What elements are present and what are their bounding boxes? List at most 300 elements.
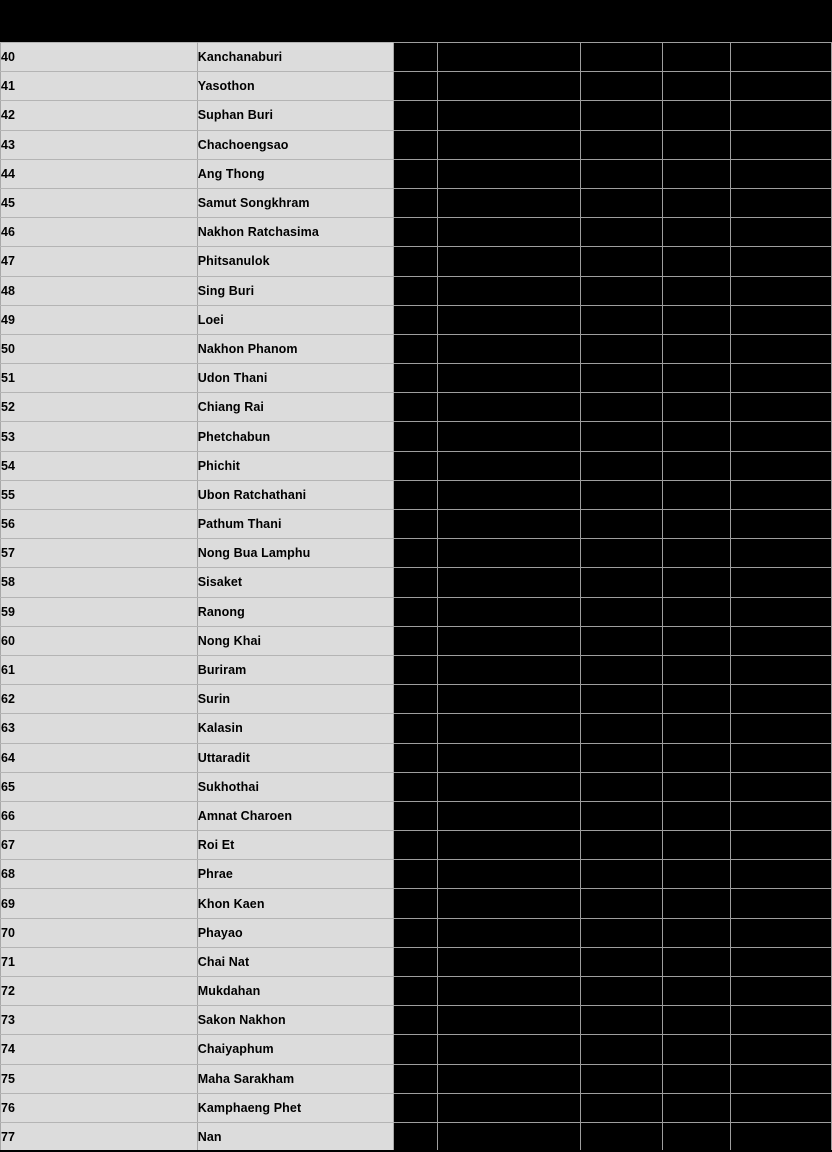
table-row[interactable] xyxy=(1,772,832,801)
cell-data-3 xyxy=(581,218,663,247)
cell-data-5 xyxy=(730,276,831,305)
cell-name: Nan xyxy=(197,1122,394,1151)
cell-rank: 55 xyxy=(1,480,198,509)
cell-name: Uttaradit xyxy=(197,743,394,772)
cell-data-3 xyxy=(581,568,663,597)
table-row[interactable] xyxy=(1,685,832,714)
cell-data-2 xyxy=(437,772,581,801)
cell-data-2 xyxy=(437,218,581,247)
cell-data-5 xyxy=(730,218,831,247)
cell-data-1 xyxy=(394,977,437,1006)
table-row[interactable] xyxy=(1,1122,832,1151)
cell-rank: 59 xyxy=(1,597,198,626)
cell-data-1 xyxy=(394,364,437,393)
cell-rank: 50 xyxy=(1,334,198,363)
cell-data-1 xyxy=(394,1035,437,1064)
cell-data-3 xyxy=(581,72,663,101)
cell-data-3 xyxy=(581,1093,663,1122)
cell-data-1 xyxy=(394,860,437,889)
cell-rank: 48 xyxy=(1,276,198,305)
table-row[interactable] xyxy=(1,72,832,101)
cell-name: Phayao xyxy=(197,918,394,947)
cell-data-2 xyxy=(437,188,581,217)
cell-data-1 xyxy=(394,597,437,626)
cell-data-1 xyxy=(394,43,437,72)
cell-data-3 xyxy=(581,918,663,947)
cell-data-1 xyxy=(394,889,437,918)
cell-data-3 xyxy=(581,422,663,451)
cell-name: Sing Buri xyxy=(197,276,394,305)
cell-data-3 xyxy=(581,1122,663,1151)
cell-data-2 xyxy=(437,510,581,539)
cell-data-1 xyxy=(394,247,437,276)
cell-data-1 xyxy=(394,510,437,539)
cell-name: Amnat Charoen xyxy=(197,801,394,830)
cell-name: Loei xyxy=(197,305,394,334)
cell-data-5 xyxy=(730,772,831,801)
cell-data-1 xyxy=(394,1064,437,1093)
cell-data-3 xyxy=(581,772,663,801)
cell-data-2 xyxy=(437,655,581,684)
cell-data-5 xyxy=(730,539,831,568)
cell-data-4 xyxy=(663,1006,730,1035)
table-row[interactable] xyxy=(1,393,832,422)
cell-data-4 xyxy=(663,159,730,188)
cell-data-5 xyxy=(730,188,831,217)
province-ranking-table xyxy=(0,42,832,1152)
cell-data-5 xyxy=(730,480,831,509)
cell-rank: 65 xyxy=(1,772,198,801)
cell-data-3 xyxy=(581,101,663,130)
cell-data-2 xyxy=(437,422,581,451)
cell-rank: 46 xyxy=(1,218,198,247)
cell-rank: 52 xyxy=(1,393,198,422)
cell-rank: 43 xyxy=(1,130,198,159)
table-row[interactable] xyxy=(1,947,832,976)
cell-data-2 xyxy=(437,539,581,568)
cell-data-4 xyxy=(663,247,730,276)
cell-name: Kamphaeng Phet xyxy=(197,1093,394,1122)
cell-data-1 xyxy=(394,130,437,159)
cell-data-2 xyxy=(437,714,581,743)
cell-data-2 xyxy=(437,451,581,480)
cell-data-1 xyxy=(394,334,437,363)
cell-rank: 56 xyxy=(1,510,198,539)
cell-data-3 xyxy=(581,539,663,568)
table-row[interactable] xyxy=(1,188,832,217)
cell-data-2 xyxy=(437,72,581,101)
cell-data-2 xyxy=(437,860,581,889)
cell-data-1 xyxy=(394,480,437,509)
cell-data-4 xyxy=(663,801,730,830)
cell-data-3 xyxy=(581,393,663,422)
cell-name: Phichit xyxy=(197,451,394,480)
cell-data-3 xyxy=(581,130,663,159)
cell-data-2 xyxy=(437,1093,581,1122)
cell-rank: 61 xyxy=(1,655,198,684)
cell-rank: 69 xyxy=(1,889,198,918)
cell-data-5 xyxy=(730,1122,831,1151)
cell-data-4 xyxy=(663,480,730,509)
cell-data-5 xyxy=(730,451,831,480)
cell-data-1 xyxy=(394,568,437,597)
cell-name: Chachoengsao xyxy=(197,130,394,159)
cell-data-5 xyxy=(730,568,831,597)
table-row[interactable] xyxy=(1,43,832,72)
cell-data-2 xyxy=(437,626,581,655)
cell-rank: 47 xyxy=(1,247,198,276)
cell-data-4 xyxy=(663,889,730,918)
cell-data-3 xyxy=(581,247,663,276)
cell-data-1 xyxy=(394,918,437,947)
cell-name: Samut Songkhram xyxy=(197,188,394,217)
cell-data-4 xyxy=(663,276,730,305)
cell-data-3 xyxy=(581,188,663,217)
cell-data-3 xyxy=(581,626,663,655)
cell-data-1 xyxy=(394,276,437,305)
cell-data-3 xyxy=(581,1064,663,1093)
cell-data-2 xyxy=(437,130,581,159)
cell-data-5 xyxy=(730,743,831,772)
cell-data-2 xyxy=(437,801,581,830)
cell-name: Khon Kaen xyxy=(197,889,394,918)
cell-rank: 62 xyxy=(1,685,198,714)
cell-data-3 xyxy=(581,1035,663,1064)
cell-name: Buriram xyxy=(197,655,394,684)
cell-data-5 xyxy=(730,43,831,72)
cell-data-2 xyxy=(437,276,581,305)
cell-data-4 xyxy=(663,393,730,422)
cell-data-2 xyxy=(437,743,581,772)
cell-data-1 xyxy=(394,188,437,217)
cell-data-4 xyxy=(663,626,730,655)
cell-data-3 xyxy=(581,801,663,830)
cell-data-4 xyxy=(663,743,730,772)
cell-data-5 xyxy=(730,510,831,539)
cell-name: Chiang Rai xyxy=(197,393,394,422)
cell-rank: 68 xyxy=(1,860,198,889)
cell-data-1 xyxy=(394,539,437,568)
cell-rank: 73 xyxy=(1,1006,198,1035)
cell-data-1 xyxy=(394,422,437,451)
cell-data-2 xyxy=(437,685,581,714)
table-row[interactable] xyxy=(1,276,832,305)
cell-data-4 xyxy=(663,334,730,363)
table-row[interactable] xyxy=(1,130,832,159)
cell-data-1 xyxy=(394,714,437,743)
cell-data-1 xyxy=(394,1122,437,1151)
table-row[interactable] xyxy=(1,889,832,918)
cell-data-1 xyxy=(394,801,437,830)
cell-data-4 xyxy=(663,510,730,539)
cell-data-2 xyxy=(437,334,581,363)
cell-data-5 xyxy=(730,130,831,159)
cell-data-5 xyxy=(730,159,831,188)
cell-data-3 xyxy=(581,655,663,684)
cell-data-2 xyxy=(437,831,581,860)
table-row[interactable] xyxy=(1,626,832,655)
cell-data-5 xyxy=(730,655,831,684)
cell-name: Sakon Nakhon xyxy=(197,1006,394,1035)
cell-data-4 xyxy=(663,72,730,101)
cell-data-1 xyxy=(394,685,437,714)
cell-name: Sisaket xyxy=(197,568,394,597)
cell-data-2 xyxy=(437,568,581,597)
cell-name: Nong Khai xyxy=(197,626,394,655)
cell-rank: 54 xyxy=(1,451,198,480)
table-row[interactable] xyxy=(1,1093,832,1122)
cell-name: Ang Thong xyxy=(197,159,394,188)
cell-data-3 xyxy=(581,977,663,1006)
cell-name: Nong Bua Lamphu xyxy=(197,539,394,568)
table-row[interactable] xyxy=(1,801,832,830)
cell-data-1 xyxy=(394,743,437,772)
cell-data-3 xyxy=(581,685,663,714)
cell-data-3 xyxy=(581,889,663,918)
cell-name: Mukdahan xyxy=(197,977,394,1006)
cell-data-1 xyxy=(394,101,437,130)
cell-data-2 xyxy=(437,393,581,422)
cell-data-1 xyxy=(394,305,437,334)
cell-name: Yasothon xyxy=(197,72,394,101)
table-row[interactable] xyxy=(1,597,832,626)
table-row[interactable] xyxy=(1,539,832,568)
cell-rank: 64 xyxy=(1,743,198,772)
table-row[interactable] xyxy=(1,218,832,247)
table-row[interactable] xyxy=(1,480,832,509)
cell-data-2 xyxy=(437,159,581,188)
cell-data-3 xyxy=(581,276,663,305)
cell-data-3 xyxy=(581,364,663,393)
cell-data-3 xyxy=(581,831,663,860)
table-row[interactable] xyxy=(1,918,832,947)
table-row[interactable] xyxy=(1,334,832,363)
cell-data-2 xyxy=(437,889,581,918)
cell-name: Udon Thani xyxy=(197,364,394,393)
cell-name: Phrae xyxy=(197,860,394,889)
cell-data-5 xyxy=(730,860,831,889)
cell-data-3 xyxy=(581,159,663,188)
cell-data-5 xyxy=(730,889,831,918)
table-body xyxy=(1,43,832,1152)
cell-data-3 xyxy=(581,480,663,509)
cell-data-5 xyxy=(730,714,831,743)
cell-data-5 xyxy=(730,626,831,655)
cell-data-1 xyxy=(394,831,437,860)
cell-data-2 xyxy=(437,480,581,509)
cell-name: Nakhon Ratchasima xyxy=(197,218,394,247)
cell-data-1 xyxy=(394,655,437,684)
cell-data-4 xyxy=(663,1093,730,1122)
cell-data-2 xyxy=(437,918,581,947)
table-row[interactable] xyxy=(1,510,832,539)
cell-rank: 40 xyxy=(1,43,198,72)
cell-data-5 xyxy=(730,597,831,626)
cell-rank: 57 xyxy=(1,539,198,568)
cell-data-1 xyxy=(394,218,437,247)
cell-data-5 xyxy=(730,247,831,276)
cell-data-4 xyxy=(663,860,730,889)
table-row[interactable] xyxy=(1,422,832,451)
cell-data-4 xyxy=(663,305,730,334)
cell-data-2 xyxy=(437,1064,581,1093)
cell-rank: 77 xyxy=(1,1122,198,1151)
cell-rank: 67 xyxy=(1,831,198,860)
cell-rank: 76 xyxy=(1,1093,198,1122)
table-row[interactable] xyxy=(1,977,832,1006)
table-row[interactable] xyxy=(1,1064,832,1093)
cell-data-5 xyxy=(730,685,831,714)
cell-data-2 xyxy=(437,364,581,393)
cell-data-3 xyxy=(581,743,663,772)
cell-data-2 xyxy=(437,305,581,334)
cell-data-4 xyxy=(663,1064,730,1093)
cell-data-3 xyxy=(581,334,663,363)
cell-rank: 51 xyxy=(1,364,198,393)
cell-rank: 58 xyxy=(1,568,198,597)
cell-data-5 xyxy=(730,1035,831,1064)
cell-data-4 xyxy=(663,947,730,976)
cell-data-1 xyxy=(394,451,437,480)
cell-name: Phetchabun xyxy=(197,422,394,451)
cell-data-2 xyxy=(437,977,581,1006)
cell-data-3 xyxy=(581,714,663,743)
cell-name: Chai Nat xyxy=(197,947,394,976)
table-row[interactable] xyxy=(1,743,832,772)
cell-data-1 xyxy=(394,626,437,655)
cell-data-4 xyxy=(663,451,730,480)
table-row[interactable] xyxy=(1,364,832,393)
cell-data-3 xyxy=(581,597,663,626)
cell-name: Kalasin xyxy=(197,714,394,743)
cell-name: Maha Sarakham xyxy=(197,1064,394,1093)
cell-data-2 xyxy=(437,597,581,626)
cell-name: Ranong xyxy=(197,597,394,626)
cell-rank: 41 xyxy=(1,72,198,101)
table-row[interactable] xyxy=(1,305,832,334)
cell-data-1 xyxy=(394,772,437,801)
cell-data-3 xyxy=(581,43,663,72)
cell-data-5 xyxy=(730,1093,831,1122)
cell-data-4 xyxy=(663,655,730,684)
cell-data-5 xyxy=(730,1064,831,1093)
cell-data-5 xyxy=(730,364,831,393)
table-row[interactable] xyxy=(1,451,832,480)
cell-data-5 xyxy=(730,72,831,101)
table-row[interactable] xyxy=(1,159,832,188)
cell-name: Phitsanulok xyxy=(197,247,394,276)
cell-rank: 45 xyxy=(1,188,198,217)
cell-name: Surin xyxy=(197,685,394,714)
cell-name: Ubon Ratchathani xyxy=(197,480,394,509)
cell-name: Kanchanaburi xyxy=(197,43,394,72)
cell-data-3 xyxy=(581,305,663,334)
cell-name: Sukhothai xyxy=(197,772,394,801)
cell-data-4 xyxy=(663,918,730,947)
cell-data-1 xyxy=(394,72,437,101)
cell-data-4 xyxy=(663,422,730,451)
cell-name: Suphan Buri xyxy=(197,101,394,130)
table-row[interactable] xyxy=(1,101,832,130)
cell-data-4 xyxy=(663,685,730,714)
cell-data-2 xyxy=(437,1035,581,1064)
cell-data-1 xyxy=(394,1006,437,1035)
cell-data-4 xyxy=(663,977,730,1006)
cell-data-5 xyxy=(730,393,831,422)
cell-data-4 xyxy=(663,101,730,130)
table-row[interactable] xyxy=(1,714,832,743)
cell-data-4 xyxy=(663,597,730,626)
table-row[interactable] xyxy=(1,831,832,860)
cell-rank: 72 xyxy=(1,977,198,1006)
cell-data-2 xyxy=(437,1006,581,1035)
table-row[interactable] xyxy=(1,860,832,889)
cell-data-1 xyxy=(394,159,437,188)
cell-data-1 xyxy=(394,1093,437,1122)
cell-rank: 70 xyxy=(1,918,198,947)
cell-data-2 xyxy=(437,43,581,72)
cell-rank: 74 xyxy=(1,1035,198,1064)
cell-data-4 xyxy=(663,714,730,743)
cell-data-4 xyxy=(663,831,730,860)
cell-rank: 71 xyxy=(1,947,198,976)
cell-name: Pathum Thani xyxy=(197,510,394,539)
table-row[interactable] xyxy=(1,568,832,597)
cell-rank: 63 xyxy=(1,714,198,743)
cell-data-4 xyxy=(663,1035,730,1064)
cell-rank: 75 xyxy=(1,1064,198,1093)
cell-rank: 53 xyxy=(1,422,198,451)
cell-data-4 xyxy=(663,43,730,72)
table-row[interactable] xyxy=(1,1006,832,1035)
cell-data-3 xyxy=(581,451,663,480)
cell-data-3 xyxy=(581,860,663,889)
cell-data-5 xyxy=(730,918,831,947)
cell-data-3 xyxy=(581,510,663,539)
cell-rank: 60 xyxy=(1,626,198,655)
table-row[interactable] xyxy=(1,1035,832,1064)
cell-data-4 xyxy=(663,188,730,217)
cell-data-1 xyxy=(394,393,437,422)
cell-name: Chaiyaphum xyxy=(197,1035,394,1064)
table-row[interactable] xyxy=(1,655,832,684)
cell-data-2 xyxy=(437,947,581,976)
cell-rank: 66 xyxy=(1,801,198,830)
cell-data-3 xyxy=(581,947,663,976)
cell-data-5 xyxy=(730,1006,831,1035)
cell-data-4 xyxy=(663,772,730,801)
cell-data-5 xyxy=(730,305,831,334)
cell-name: Roi Et xyxy=(197,831,394,860)
cell-data-1 xyxy=(394,947,437,976)
cell-rank: 42 xyxy=(1,101,198,130)
cell-data-5 xyxy=(730,977,831,1006)
cell-data-5 xyxy=(730,947,831,976)
cell-data-4 xyxy=(663,539,730,568)
cell-data-5 xyxy=(730,101,831,130)
cell-data-2 xyxy=(437,101,581,130)
cell-data-4 xyxy=(663,130,730,159)
cell-data-5 xyxy=(730,334,831,363)
cell-data-2 xyxy=(437,1122,581,1151)
cell-data-4 xyxy=(663,364,730,393)
cell-data-5 xyxy=(730,801,831,830)
cell-data-4 xyxy=(663,218,730,247)
table-row[interactable] xyxy=(1,247,832,276)
cell-name: Nakhon Phanom xyxy=(197,334,394,363)
cell-data-3 xyxy=(581,1006,663,1035)
cell-data-4 xyxy=(663,1122,730,1151)
